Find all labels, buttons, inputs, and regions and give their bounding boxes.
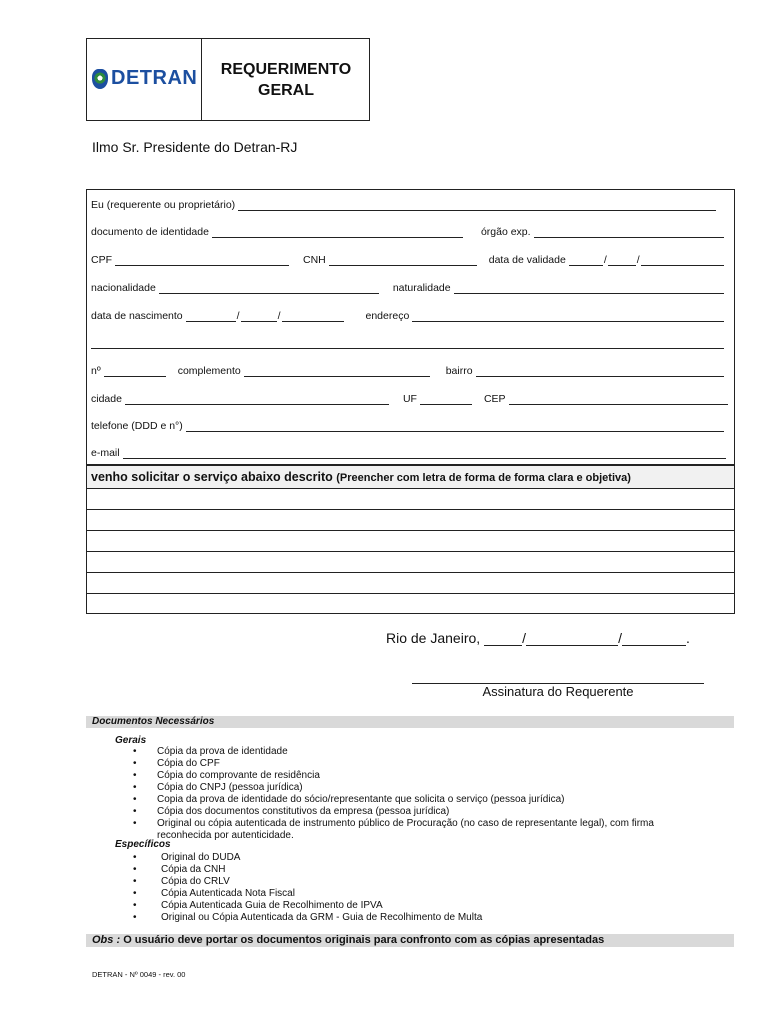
label-documento-identidade: documento de identidade [91, 226, 209, 238]
label-requerente: Eu (requerente ou proprietário) [91, 199, 236, 211]
row-cidade [91, 391, 728, 405]
obs-text: O usuário deve portar os documentos originais para confronto com as cópias apresentadas [123, 934, 605, 946]
label-cidade: cidade [91, 393, 122, 405]
label-email: e-mail [91, 447, 120, 459]
field-cidade[interactable] [125, 395, 389, 405]
list-item: • Original ou Cópia Autenticada da GRM - Guia de Recolhimento de Multa [133, 912, 693, 924]
row-endereco-cont [91, 335, 728, 349]
label-nacionalidade: nacionalidade [91, 282, 156, 294]
field-bairro[interactable] [476, 367, 724, 377]
row-cpf-cnh: CPF CNH data de validade / / [91, 252, 728, 266]
row-nascimento-endereco: data de nascimento / / endereço [91, 308, 728, 322]
logo-text: DETRAN [111, 67, 198, 89]
applicant-data-box [86, 189, 735, 465]
label-data-validade: data de validade [488, 254, 566, 266]
label-bairro: bairro [445, 365, 473, 377]
list-item: • Cópia do CPF [133, 758, 693, 770]
field-telefone[interactable] [186, 422, 724, 432]
field-nascimento-ano[interactable] [282, 312, 344, 322]
label-cnh: CNH [303, 254, 326, 266]
list-item: • Original ou cópia autenticada de instrumento público de Procuração (no caso de representante legal), com firma reconhecida por autenticidade. [133, 818, 693, 842]
service-instruction: (Preencher com letra de forma de forma clara e objetiva) [336, 472, 631, 484]
service-line-1[interactable] [86, 509, 735, 510]
service-heading-text: venho solicitar o serviço abaixo descrito [91, 470, 333, 484]
list-item: • Cópia Autenticada Guia de Recolhimento de IPVA [133, 900, 693, 912]
list-item: • Cópia dos documentos constitutivos da empresa (pessoa jurídica) [133, 806, 693, 818]
label-orgao-exp: órgão exp. [480, 226, 531, 238]
title-line-2: GERAL [258, 82, 314, 99]
field-documento-identidade[interactable] [212, 228, 463, 238]
field-endereco-cont[interactable] [91, 339, 724, 349]
obs-label: Obs : [92, 934, 121, 946]
field-validade-ano[interactable] [641, 256, 724, 266]
detran-logo [92, 67, 197, 90]
documents-heading: Documentos Necessários [92, 716, 215, 727]
row-documento [91, 224, 728, 238]
header-box [86, 38, 370, 121]
specific-documents-list [133, 852, 693, 924]
form-title [202, 59, 370, 101]
footer-code: DETRAN - Nº 0049 - rev. 00 [92, 970, 186, 979]
list-item: • Cópia do CRLV [133, 876, 693, 888]
field-requerente[interactable] [238, 201, 716, 211]
label-endereco: endereço [365, 310, 410, 322]
field-orgao-exp[interactable] [534, 228, 724, 238]
general-label: Gerais [115, 735, 147, 746]
specific-label: Específicos [115, 839, 171, 850]
field-nacionalidade[interactable] [159, 284, 379, 294]
list-item: • Original do DUDA [133, 852, 693, 864]
field-naturalidade[interactable] [454, 284, 724, 294]
field-cpf[interactable] [115, 256, 289, 266]
row-email [91, 445, 728, 459]
list-item: • Cópia Autenticada Nota Fiscal [133, 888, 693, 900]
salutation: Ilmo Sr. Presidente do Detran-RJ [92, 139, 298, 155]
obs-bar [86, 934, 734, 947]
label-numero: nº [91, 365, 101, 377]
row-telefone [91, 418, 728, 432]
documents-heading-bar [86, 716, 734, 728]
row-requerente [91, 197, 728, 211]
field-numero[interactable] [104, 367, 166, 377]
state-seal-icon [92, 69, 108, 89]
place-date: Rio de Janeiro, / / . [386, 630, 690, 646]
field-validade-dia[interactable] [569, 256, 603, 266]
label-cpf: CPF [91, 254, 112, 266]
field-date-year[interactable] [622, 633, 686, 646]
field-validade-mes[interactable] [608, 256, 636, 266]
list-item: • Copia da prova de identidade do sócio/representante que solicita o serviço (pessoa jurídica) [133, 794, 693, 806]
row-numero-complemento [91, 363, 728, 377]
service-line-5[interactable] [86, 593, 735, 594]
field-nascimento-mes[interactable] [241, 312, 277, 322]
service-line-6[interactable] [86, 613, 735, 614]
field-date-day[interactable] [484, 633, 522, 646]
field-email[interactable] [123, 449, 726, 459]
field-complemento[interactable] [244, 367, 430, 377]
row-nacionalidade [91, 280, 728, 294]
list-item: • Cópia da CNH [133, 864, 693, 876]
field-cep[interactable] [509, 395, 728, 405]
list-item: • Cópia do CNPJ (pessoa jurídica) [133, 782, 693, 794]
service-heading [86, 465, 735, 489]
place-city: Rio de Janeiro, [386, 630, 481, 646]
field-nascimento-dia[interactable] [186, 312, 236, 322]
label-uf: UF [402, 393, 417, 405]
label-naturalidade: naturalidade [392, 282, 451, 294]
label-cep: CEP [483, 393, 506, 405]
label-data-nascimento: data de nascimento [91, 310, 183, 322]
field-uf[interactable] [420, 395, 472, 405]
list-item: • Cópia da prova de identidade [133, 746, 693, 758]
label-complemento: complemento [177, 365, 241, 377]
service-line-2[interactable] [86, 530, 735, 531]
general-documents-list [133, 746, 693, 842]
field-date-month[interactable] [526, 633, 618, 646]
signature-label: Assinatura do Requerente [482, 684, 634, 699]
title-line-1: REQUERIMENTO [220, 61, 352, 78]
field-cnh[interactable] [329, 256, 477, 266]
list-item: • Cópia do comprovante de residência [133, 770, 693, 782]
service-line-4[interactable] [86, 572, 735, 573]
field-endereco[interactable] [412, 312, 724, 322]
label-telefone: telefone (DDD e n°) [91, 420, 183, 432]
service-line-3[interactable] [86, 551, 735, 552]
